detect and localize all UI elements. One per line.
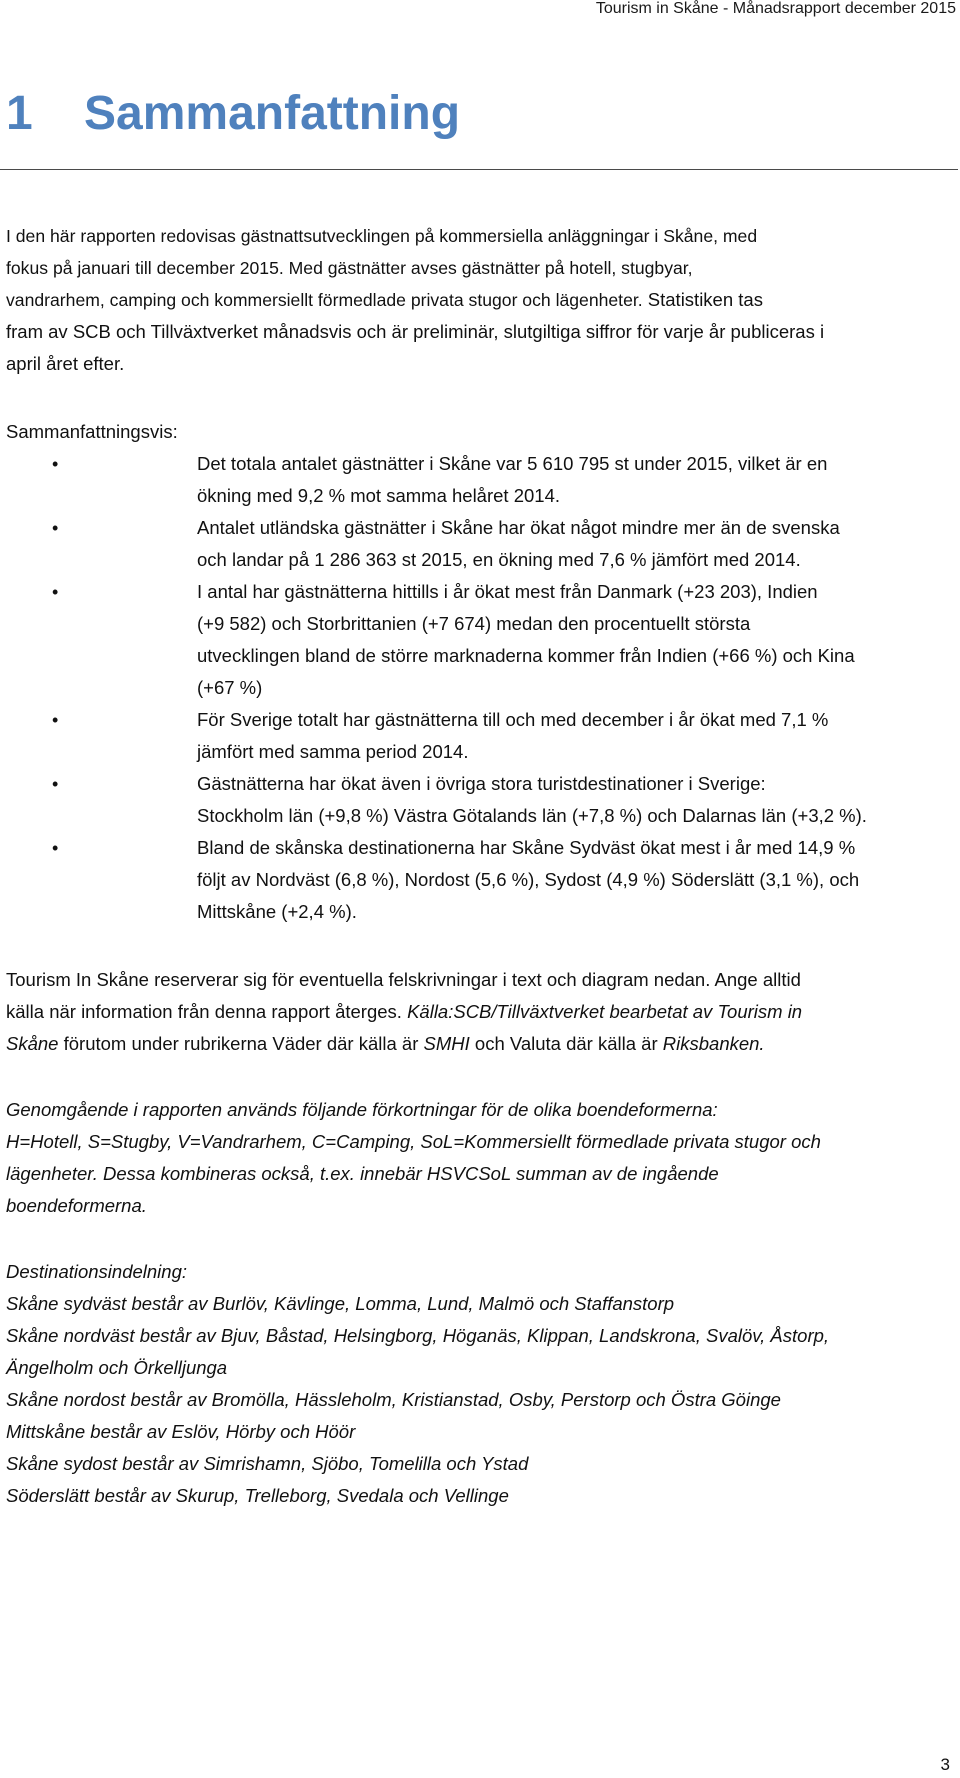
list-item: • För Sverige totalt har gästnätterna till och med december i år ökat med 7,1 % jämfört med samma period 2014.	[0, 704, 950, 768]
list-item: • Det totala antalet gästnätter i Skåne var 5 610 795 st under 2015, vilket är en ökning med 9,2 % mot samma helåret 2014.	[0, 448, 950, 512]
destinations-section	[6, 1256, 946, 1512]
list-item: • Antalet utländska gästnätter i Skåne har ökat något mindre mer än de svenska och landar på 1 286 363 st 2015, en ökning med 7,6 % jämfört med 2014.	[0, 512, 950, 576]
bullet-icon: •	[52, 710, 59, 730]
summary-bullet-list	[0, 448, 950, 928]
source-citation: Källa:SCB/Tillväxtverket bearbetat av Tourism in	[407, 1001, 803, 1022]
destination-line: Söderslätt består av Skurup, Trelleborg, Svedala och Vellinge	[6, 1485, 509, 1506]
disclaimer-paragraph: Tourism In Skåne reserverar sig för eventuella felskrivningar i text och diagram nedan. Ange alltid källa när information från denna rapport återges. Källa:SCB/Tillväxtverket bearbetat av Tourism in Skåne förutom under rubrikerna Väder där källa är SMHI och Valuta där källa är Riksbanken.	[6, 969, 803, 1054]
section-heading	[6, 84, 460, 144]
intro-line: fokus på januari till december 2015. Med gästnätter avses gästnätter på hotell, stugbyar,	[6, 258, 693, 278]
page-number: 3	[940, 1755, 950, 1774]
destination-line: Skåne nordväst består av Bjuv, Båstad, Helsingborg, Höganäs, Klippan, Landskrona, Svalöv, Åstorp,	[6, 1325, 830, 1346]
section-number: 1	[6, 87, 33, 140]
destination-line: Skåne sydväst består av Burlöv, Kävlinge, Lomma, Lund, Malmö och Staffanstorp	[6, 1293, 675, 1314]
running-header: Tourism in Skåne - Månadsrapport december 2015	[595, 0, 956, 17]
bullet-icon: •	[52, 582, 59, 602]
bullet-icon: •	[52, 454, 59, 474]
bullet-icon: •	[52, 774, 59, 794]
destination-line: Skåne nordost består av Bromölla, Hässleholm, Kristianstad, Osby, Perstorp och Östra Göinge	[6, 1389, 781, 1410]
intro-line: april året efter.	[6, 353, 125, 374]
list-item: • Bland de skånska destinationerna har Skåne Sydväst ökat mest i år med 14,9 % följt av Nordväst (6,8 %), Nordost (5,6 %), Sydost (4,9 %) Söderslätt (3,1 %), och Mittskåne (+2,4 %).	[0, 832, 950, 928]
destination-line: Skåne sydost består av Simrishamn, Sjöbo, Tomelilla och Ystad	[6, 1453, 529, 1474]
abbreviations-paragraph: Genomgående i rapporten används följande förkortningar för de olika boendeformerna: H=Hotell, S=Stugby, V=Vandrarhem, C=Camping, SoL=Kommersiellt förmedlade privata stugor och lägenheter. Dessa kombineras också, t.ex. innebär HSVCSoL summan av de ingående boendeformerna.	[6, 1099, 821, 1216]
bullet-icon: •	[52, 838, 59, 858]
intro-line: fram av SCB och Tillväxtverket månadsvis och är preliminär, slutgiltiga siffror för varje år publiceras i	[6, 321, 825, 342]
bullet-icon: •	[52, 518, 59, 538]
heading-divider	[0, 169, 958, 170]
list-item: • I antal har gästnätterna hittills i år ökat mest från Danmark (+23 203), Indien (+9 582) och Storbrittanien (+7 674) medan den procentuellt största utvecklingen bland de större marknaderna kommer från Indien (+66 %) och Kina (+67 %)	[0, 576, 950, 704]
intro-line: I den här rapporten redovisas gästnattsutvecklingen på kommersiella anläggningar i Skåne, med	[6, 226, 758, 246]
intro-paragraph	[6, 220, 946, 380]
destination-line: Ängelholm och Örkelljunga	[6, 1357, 228, 1378]
summary-label: Sammanfattningsvis:	[6, 421, 178, 442]
intro-line: vandrarhem, camping och kommersiellt förmedlade privata stugor och lägenheter. Statistiken tas	[6, 289, 763, 310]
section-title: Sammanfattning	[84, 87, 461, 140]
destination-line: Mittskåne består av Eslöv, Hörby och Höör	[6, 1421, 356, 1442]
destinations-title: Destinationsindelning:	[6, 1261, 188, 1282]
list-item: • Gästnätterna har ökat även i övriga stora turistdestinationer i Sverige: Stockholm län (+9,8 %) Västra Götalands län (+7,8 %) och Dalarnas län (+3,2 %).	[0, 768, 950, 832]
